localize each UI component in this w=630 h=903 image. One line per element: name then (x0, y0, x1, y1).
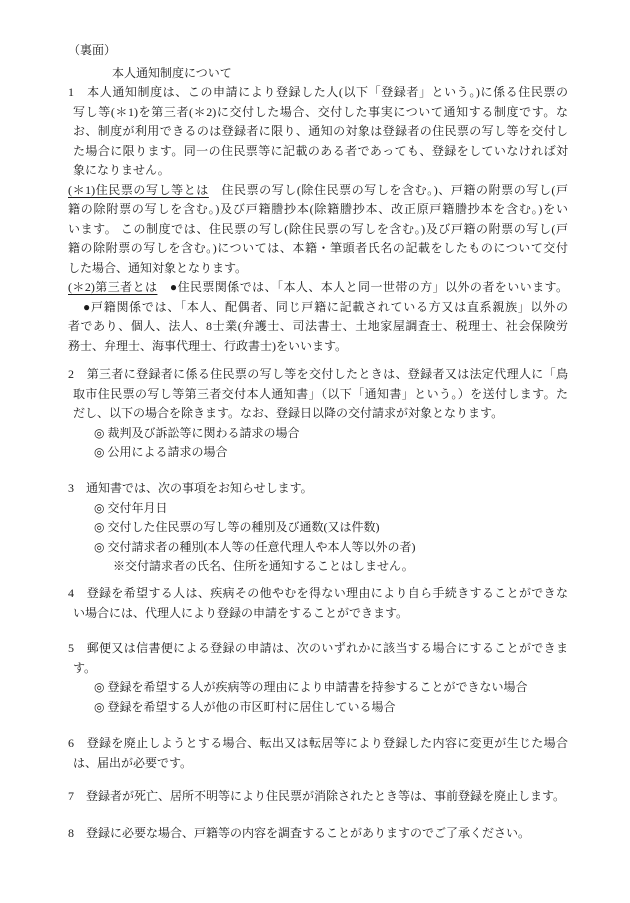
text-segment: 7 登録者が死亡、居所不明等により住民票が消除されたとき等は、事前登録を廃止します。 (68, 789, 566, 803)
text-segment: た場合に限ります。同一の住民票等に記載のある者であっても、登録をしていなければ対 (73, 143, 568, 158)
text-segment: 1 本人通知制度は、この申請により登録した人(以下「登録者」という。)に係る住民票の (68, 85, 568, 99)
text-segment: ※交付請求者の氏名、住所を通知することはしません。 (113, 559, 414, 573)
section-1 (68, 83, 568, 181)
text-segment: 者であり、個人、法人、8士業(弁護士、司法書士、土地家屋調査士、税理士、社会保険労 (68, 319, 568, 333)
text-line (68, 659, 568, 679)
text-segment: 取市住民票の写し等第三者交付本人通知書」（以下「通知書」という。）を送付します。た (73, 386, 568, 401)
text-segment: 写し等(＊1)を第三者(＊2)に交付した場合、交付した事実について通知する制度です。な (73, 104, 568, 119)
text-line (68, 584, 568, 604)
text-segment: 籍の除附票の写しを含む。)及び戸籍謄抄本(除籍謄抄本、改正原戸籍謄抄本を含む。)をい (68, 202, 568, 216)
text-segment: ◎ 登録を希望する人が疾病等の理由により申請書を持参することができない場合 (94, 680, 528, 694)
text-segment: は、届出が必要です。 (73, 755, 193, 770)
section-7 (68, 787, 568, 807)
text-line (68, 499, 568, 519)
section-4 (68, 584, 568, 623)
text-segment: ●住民票関係では、「本人、本人と同一世帯の方」以外の者をいいます。 (157, 280, 568, 294)
section-3 (68, 479, 568, 577)
text-segment: 籍の除附票の写しを含む。)については、本籍・筆頭者氏名の記載をしたものについて交付 (68, 241, 568, 255)
text-segment: ◎ 交付した住民票の写し等の種別及び通数(又は件数) (94, 520, 380, 534)
note-2 (68, 278, 568, 356)
text-line (68, 337, 568, 357)
text-segment: ◎ 裁判及び訴訟等に関わる請求の場合 (94, 425, 300, 440)
text-line (68, 161, 568, 181)
text-line (68, 698, 568, 718)
text-line (68, 365, 568, 385)
text-line (68, 424, 568, 444)
text-segment: います。 この制度では、住民票の写し(除住民票の写しを含む。)及び戸籍の附票の写し(戸 (68, 221, 568, 236)
text-line (68, 824, 568, 844)
text-segment: 5 郵便又は信書便による登録の申請は、次のいずれかに該当する場合にすることができま (68, 641, 568, 655)
text-segment: 務士、弁理士、海事代理士、行政書士)をいいます。 (68, 338, 348, 353)
text-segment: だし、以下の場合を除きます。なお、登録日以降の交付請求が対象となります。 (73, 406, 504, 420)
section-8 (68, 824, 568, 844)
text-segment: す。 (73, 660, 97, 675)
text-line (68, 404, 568, 424)
text-line (68, 518, 568, 538)
text-segment: 住民票の写し(除住民票の写しを含む。)、戸籍の附票の写し(戸 (208, 182, 568, 197)
document-body (68, 83, 568, 844)
text-line (68, 479, 568, 499)
text-segment: ◎ 交付年月日 (94, 500, 168, 515)
text-line (68, 122, 568, 142)
text-line (68, 787, 568, 807)
section-5 (68, 639, 568, 717)
text-segment: 8 登録に必要な場合、戸籍等の内容を調査することがありますのでご了承ください。 (68, 826, 531, 840)
text-line (68, 220, 568, 240)
underlined-term: (＊2)第三者とは (68, 280, 158, 294)
text-line (68, 385, 568, 405)
text-line (68, 142, 568, 162)
text-line (68, 298, 568, 318)
page-title: 本人通知制度について (112, 65, 232, 80)
text-line (68, 678, 568, 698)
section-2 (68, 365, 568, 463)
text-segment: 4 登録を希望する人は、疾病その他やむを得ない理由により自ら手続きすることができな (68, 586, 568, 600)
text-line (68, 259, 568, 279)
text-line (68, 317, 568, 337)
text-segment: ●戸籍関係では、「本人、配偶者、同じ戸籍に記載されている方又は直系親族」以外の (83, 299, 568, 314)
text-line (68, 83, 568, 103)
text-line (68, 181, 568, 201)
text-segment: した場合、通知対象となります。 (68, 260, 248, 275)
text-segment: 2 第三者に登録者に係る住民票の写し等を交付したときは、登録者又は法定代理人に「鳥 (68, 367, 568, 381)
text-segment: ◎ 公用による請求の場合 (94, 445, 228, 459)
text-segment: い場合には、代理人により登録の申請をすることができます。 (73, 605, 409, 620)
text-segment: 象になりません。 (73, 163, 170, 177)
text-segment: お、制度が利用できるのは登録者に限り、通知の対象は登録者の住民票の写し等を交付し (73, 124, 568, 138)
text-line (68, 538, 568, 558)
text-segment: 6 登録を廃止しようとする場合、転出又は転居等により登録した内容に変更が生じた場合 (68, 736, 568, 750)
text-line (68, 734, 568, 754)
text-line (68, 239, 568, 259)
text-line (68, 604, 568, 624)
text-line (68, 557, 568, 577)
section-6 (68, 734, 568, 773)
text-line (68, 639, 568, 659)
backside-label: （裏面） (68, 43, 117, 57)
text-segment: ◎ 交付請求者の種別(本人等の任意代理人や本人等以外の者) (94, 539, 416, 554)
underlined-term: (＊1)住民票の写し等とは (68, 182, 209, 197)
text-segment: 3 通知書では、次の事項をお知らせします。 (68, 481, 313, 495)
text-line (68, 443, 568, 463)
text-line (68, 200, 568, 220)
text-segment: ◎ 登録を希望する人が他の市区町村に居住している場合 (94, 699, 396, 714)
text-line (68, 278, 568, 298)
note-1 (68, 181, 568, 279)
text-line (68, 103, 568, 123)
text-line (68, 754, 568, 774)
